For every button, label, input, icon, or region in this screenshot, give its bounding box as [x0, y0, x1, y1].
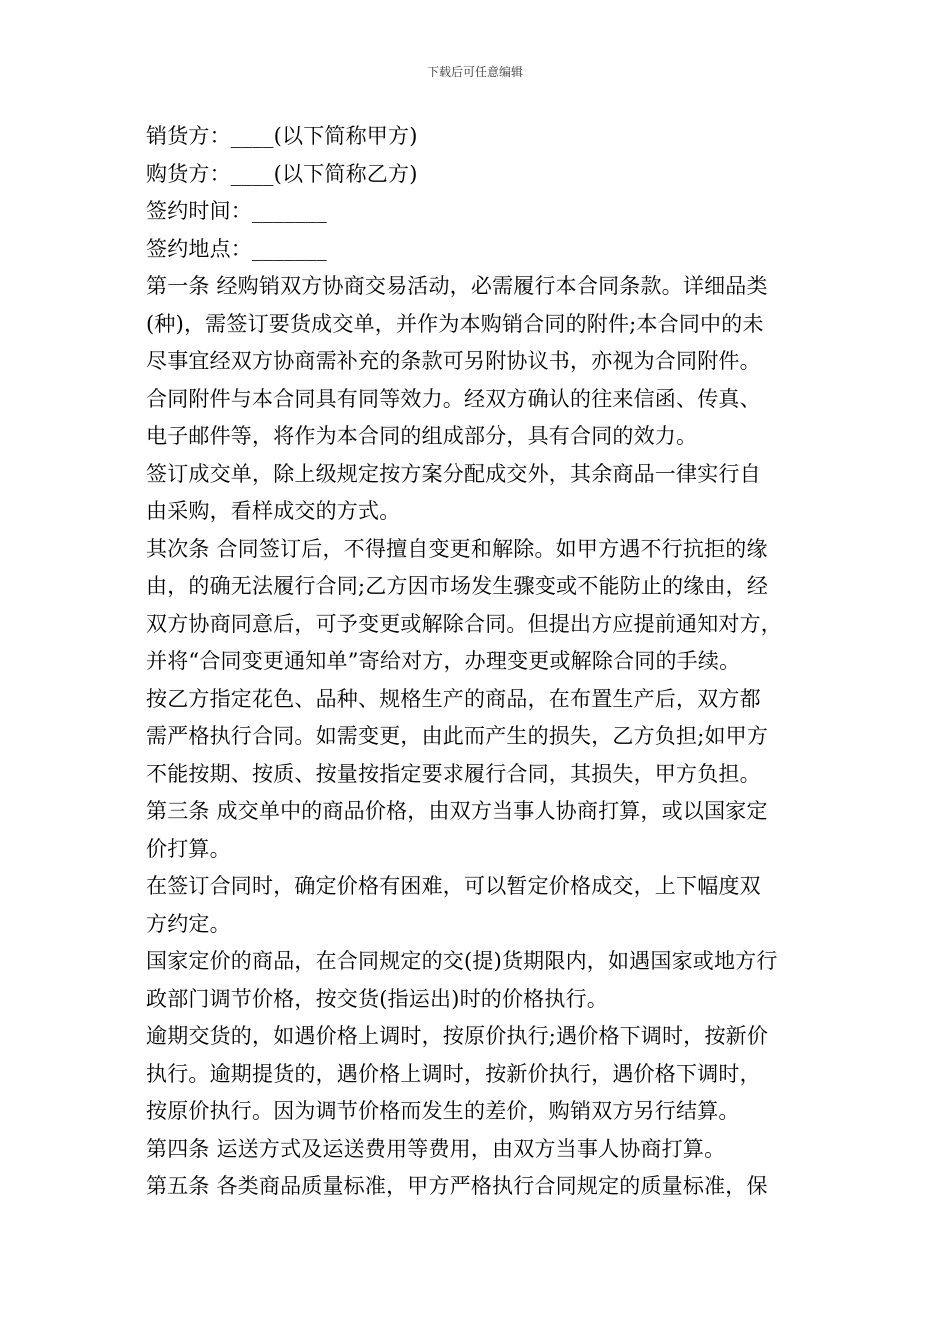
- text-line: 合同附件与本合同具有同等效力。经双方确认的往来信函、传真、: [146, 386, 761, 411]
- text-line: 第四条 运送方式及运送费用等费用，由双方当事人协商打算。: [146, 1136, 726, 1161]
- text-line: 双方协商同意后，可予变更或解除合同。但提出方应提前通知对方，: [146, 611, 782, 636]
- text-line: 签约地点：_______: [146, 236, 327, 261]
- text-line: 在签订合同时，确定价格有困难，可以暂定价格成交，上下幅度双: [146, 874, 761, 898]
- page-header: 下载后可任意编辑: [426, 65, 523, 79]
- text-line: 第三条 成交单中的商品价格，由双方当事人协商打算，或以国家定: [146, 799, 768, 823]
- contract-body: [146, 118, 818, 1206]
- text-line: 销货方：____(以下简称甲方): [146, 124, 418, 148]
- text-line: 执行。逾期提货的，遇价格上调时，按新价执行，遇价格下调时，: [146, 1061, 761, 1086]
- text-line: 其次条 合同签订后，不得擅自变更和解除。如甲方遇不行抗拒的缘: [146, 536, 768, 561]
- text-line: 签约时间：_______: [146, 199, 327, 223]
- text-line: 由采购，看样成交的方式。: [146, 499, 401, 523]
- text-line: 方约定。: [146, 911, 231, 936]
- text-line: 第五条 各类商品质量标准，甲方严格执行合同规定的质量标准，保: [146, 1174, 768, 1198]
- text-line: 由，的确无法履行合同;乙方因市场发生骤变或不能防止的缘由，经: [146, 574, 769, 598]
- text-line: (种)，需签订要货成交单，并作为本购销合同的附件;本合同中的未: [146, 311, 764, 336]
- text-line: 尽事宜经双方协商需补充的条款可另附协议书，亦视为合同附件。: [146, 349, 761, 373]
- text-line: 不能按期、按质、按量按指定要求履行合同，其损失，甲方负担。: [146, 761, 761, 786]
- text-line: 按原价执行。因为调节价格而发生的差价，购销双方另行结算。: [146, 1099, 740, 1123]
- text-line: 国家定价的商品，在合同规定的交(提)货期限内，如遇国家或地方行: [146, 949, 778, 973]
- text-line: 签订成交单，除上级规定按方案分配成交外，其余商品一律实行自: [146, 461, 761, 486]
- text-line: 第一条 经购销双方协商交易活动，必需履行本合同条款。详细品类: [146, 274, 768, 298]
- text-line: 电子邮件等，将作为本合同的组成部分，具有合同的效力。: [146, 424, 698, 448]
- text-line: 按乙方指定花色、品种、规格生产的商品，在布置生产后，双方都: [146, 686, 761, 711]
- text-line: 购货方：____(以下简称乙方): [146, 161, 418, 186]
- text-line: 逾期交货的，如遇价格上调时，按原价执行;遇价格下调时，按新价: [146, 1024, 769, 1048]
- text-line: 政部门调节价格，按交货(指运出)时的价格执行。: [146, 986, 608, 1011]
- text-line: 并将“合同变更通知单”寄给对方，办理变更或解除合同的手续。: [146, 649, 741, 673]
- text-line: 需严格执行合同。如需变更，由此而产生的损失，乙方负担;如甲方: [146, 724, 769, 748]
- text-line: 价打算。: [146, 836, 231, 861]
